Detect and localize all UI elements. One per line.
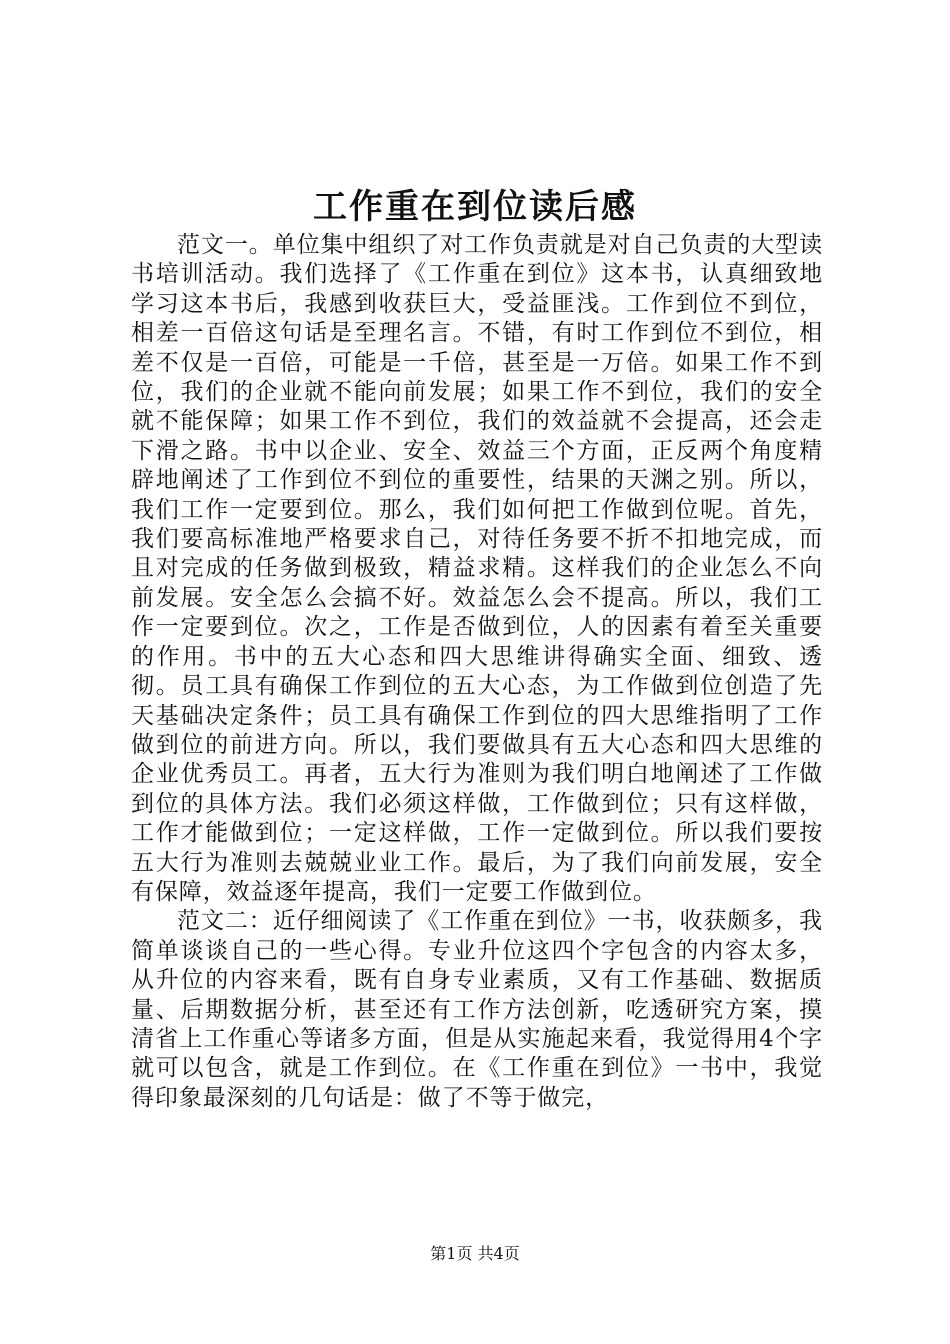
- document-title: 工作重在到位读后感: [313, 187, 637, 227]
- page-footer: 第1页 共4页: [430, 1244, 520, 1263]
- paragraph-2: 范文二：近仔细阅读了《工作重在到位》一书，收获颇多，我简单谈谈自己的一些心得。专业升位这四个字包含的内容太多，从升位的内容来看，既有自身专业素质，又有工作基础、数据质量、后期数据分析，甚至还有工作方法创新，吃透研究方案，摸清省上工作重心等诸多方面，但是从实施起来看，我觉得用4个字就可以包含，就是工作到位。在《工作重在到位》一书中，我觉得印象最深刻的几句话是：做了不等于做完，: [131, 908, 823, 1111]
- document-body: [131, 231, 823, 1113]
- paragraph-1: 范文一。单位集中组织了对工作负责就是对自己负责的大型读书培训活动。我们选择了《工作重在到位》这本书，认真细致地学习这本书后，我感到收获巨大，受益匪浅。工作到位不到位，相差一百倍这句话是至理名言。不错，有时工作到位不到位，相差不仅是一百倍，可能是一千倍，甚至是一万倍。如果工作不到位，我们的企业就不能向前发展；如果工作不到位，我们的安全就不能保障；如果工作不到位，我们的效益就不会提高，还会走下滑之路。书中以企业、安全、效益三个方面，正反两个角度精辟地阐述了工作到位不到位的重要性，结果的天渊之别。所以，我们工作一定要到位。那么，我们如何把工作做到位呢。首先，我们要高标准地严格要求自己，对待任务要不折不扣地完成，而且对完成的任务做到极致，精益求精。这样我们的企业怎么不向前发展。安全怎么会搞不好。效益怎么会不提高。所以，我们工作一定要到位。次之，工作是否做到位，人的因素有着至关重要的作用。书中的五大心态和四大思维讲得确实全面、细致、透彻。员工具有确保工作到位的五大心态，为工作做到位创造了先天基础决定条件；员工具有确保工作到位的四大思维指明了工作做到位的前进方向。所以，我们要做具有五大心态和四大思维的企业优秀员工。再者，五大行为准则为我们明白地阐述了工作做到位的具体方法。我们必须这样做，工作做到位；只有这样做，工作才能做到位；一定这样做，工作一定做到位。所以我们要按五大行为准则去兢兢业业工作。最后，为了我们向前发展，安全有保障，效益逐年提高，我们一定要工作做到位。: [131, 232, 823, 905]
